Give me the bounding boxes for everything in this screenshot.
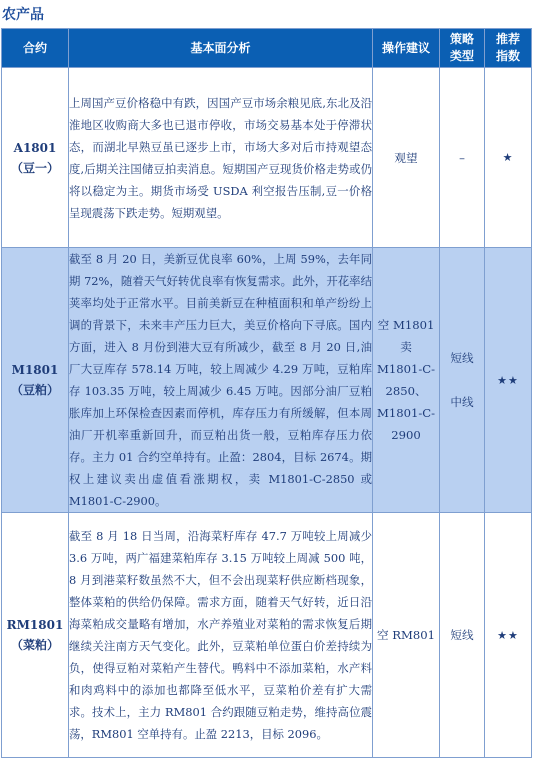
header-strategy-line1: 策略 bbox=[449, 32, 474, 46]
analysis-cell: 截至 8 月 20 日，美新豆优良率 60%，上周 59%，去年同期 72%，随着天气好转优良率有恢复需求。此外，开花率结荚率均处于正常水平。目前美新豆在种植面积和单产纷纷上调的背景下，未来丰产压力巨大，美豆价格向下寻底。国内方面，进入 8 月份到港大豆有所减少，截至 8 月 20 日,油厂大豆库存 578.14 万吨，较上周减少 4.29 万吨，豆粕库存 103.35 万吨，较上周减少 6.45 万吨。因部分油厂豆粕胀库加上环保检查因素而停机，库存压力有所缓解，但本周油厂开机率重新回升，而豆粕出货一般，豆粕库存压力依存。主力 01 合约空单持有。止盈：2804，目标 2674。期权上建议卖出虚值看涨期权，卖 M1801-C-2850 或 M1801-C-2900。 bbox=[69, 248, 373, 513]
strategy-line bbox=[440, 369, 484, 391]
strategy-line: – bbox=[459, 150, 465, 165]
action-cell bbox=[373, 513, 440, 758]
contract-code: A1801 bbox=[13, 140, 57, 155]
header-rating-line1: 推荐 bbox=[495, 32, 520, 46]
header-strategy-line2: 类型 bbox=[449, 49, 474, 63]
strategy-cell bbox=[440, 68, 485, 248]
table-row bbox=[2, 513, 532, 758]
strategy-cell bbox=[440, 513, 485, 758]
action-line: M1801-C- bbox=[376, 406, 436, 420]
contract-name: （豆粕） bbox=[10, 383, 59, 397]
action-cell bbox=[373, 248, 440, 513]
strategy-line: 短线 bbox=[450, 351, 474, 365]
strategy-line: 短线 bbox=[450, 628, 474, 642]
rating-cell: ★★ bbox=[485, 513, 532, 758]
action-line: 空 RM801 bbox=[376, 628, 435, 642]
table-row bbox=[2, 68, 532, 248]
action-cell bbox=[373, 68, 440, 248]
strategy-cell bbox=[440, 248, 485, 513]
rating-cell: ★★ bbox=[485, 248, 532, 513]
analysis-cell: 截至 8 月 18 日当周，沿海菜籽库存 47.7 万吨较上周减少 3.6 万吨，两广福建菜粕库存 3.15 万吨较上周减 500 吨，8 月到港菜籽数虽然不大，但不会出现菜籽供应断档现象，整体菜粕的供给仍保障。需求方面，随着天气好转，近日沿海菜粕成交量略有增加，水产养殖业对菜粕的需求恢复后期继续关注南方天气变化。此外，豆菜粕单位蛋白价差持续为负，使得豆粕对菜粕产生替代。鸭料中不添加菜粕，水产料和肉鸡料中的添加也都降至低水平，豆菜粕价差有扩大需求。技术上，主力 RM801 合约跟随豆粕走势，维持高位震荡，RM801 空单持有。止盈 2213，目标 2096。 bbox=[69, 513, 373, 758]
action-line: 观望 bbox=[394, 150, 418, 165]
action-line: 2900 bbox=[391, 428, 421, 442]
action-line: 空 M1801 bbox=[377, 318, 435, 332]
contract-code: M1801 bbox=[11, 363, 59, 377]
contract-code: RM1801 bbox=[6, 618, 64, 632]
contract-cell bbox=[2, 513, 69, 758]
table-row bbox=[2, 248, 532, 513]
contract-name: （豆一） bbox=[10, 160, 59, 175]
analysis-cell: 上周国产豆价格稳中有跌，因国产豆市场余粮见底,东北及沿淮地区收购商大多也已退市停收，市场交易基本处于停滞状态，而湖北早熟豆虽已逐步上市，市场大多对后市持观望态度,后期关注国储豆拍卖消息。短期国产豆现货价格走势或仍将以稳定为主。期货市场受 USDA 利空报告压制,豆一价格呈现震荡下跌走势。短期观望。 bbox=[69, 68, 373, 248]
agri-strategy-table bbox=[1, 28, 532, 758]
rating-cell: ★ bbox=[485, 68, 532, 248]
contract-cell bbox=[2, 248, 69, 513]
header-contract: 合约 bbox=[2, 29, 69, 68]
contract-name: （菜粕） bbox=[10, 638, 59, 652]
action-line: M1801-C- bbox=[376, 362, 436, 376]
strategy-line: 中线 bbox=[450, 395, 474, 409]
header-strategy bbox=[440, 29, 485, 68]
header-rating-line2: 指数 bbox=[495, 49, 520, 63]
header-rating bbox=[485, 29, 532, 68]
header-analysis: 基本面分析 bbox=[69, 29, 373, 68]
action-line: 卖 bbox=[400, 340, 412, 354]
contract-cell bbox=[2, 68, 69, 248]
section-title: 农产品 bbox=[2, 7, 44, 23]
table-header-row bbox=[2, 29, 532, 68]
header-action: 操作建议 bbox=[373, 29, 440, 68]
action-line: 2850、 bbox=[385, 384, 427, 398]
